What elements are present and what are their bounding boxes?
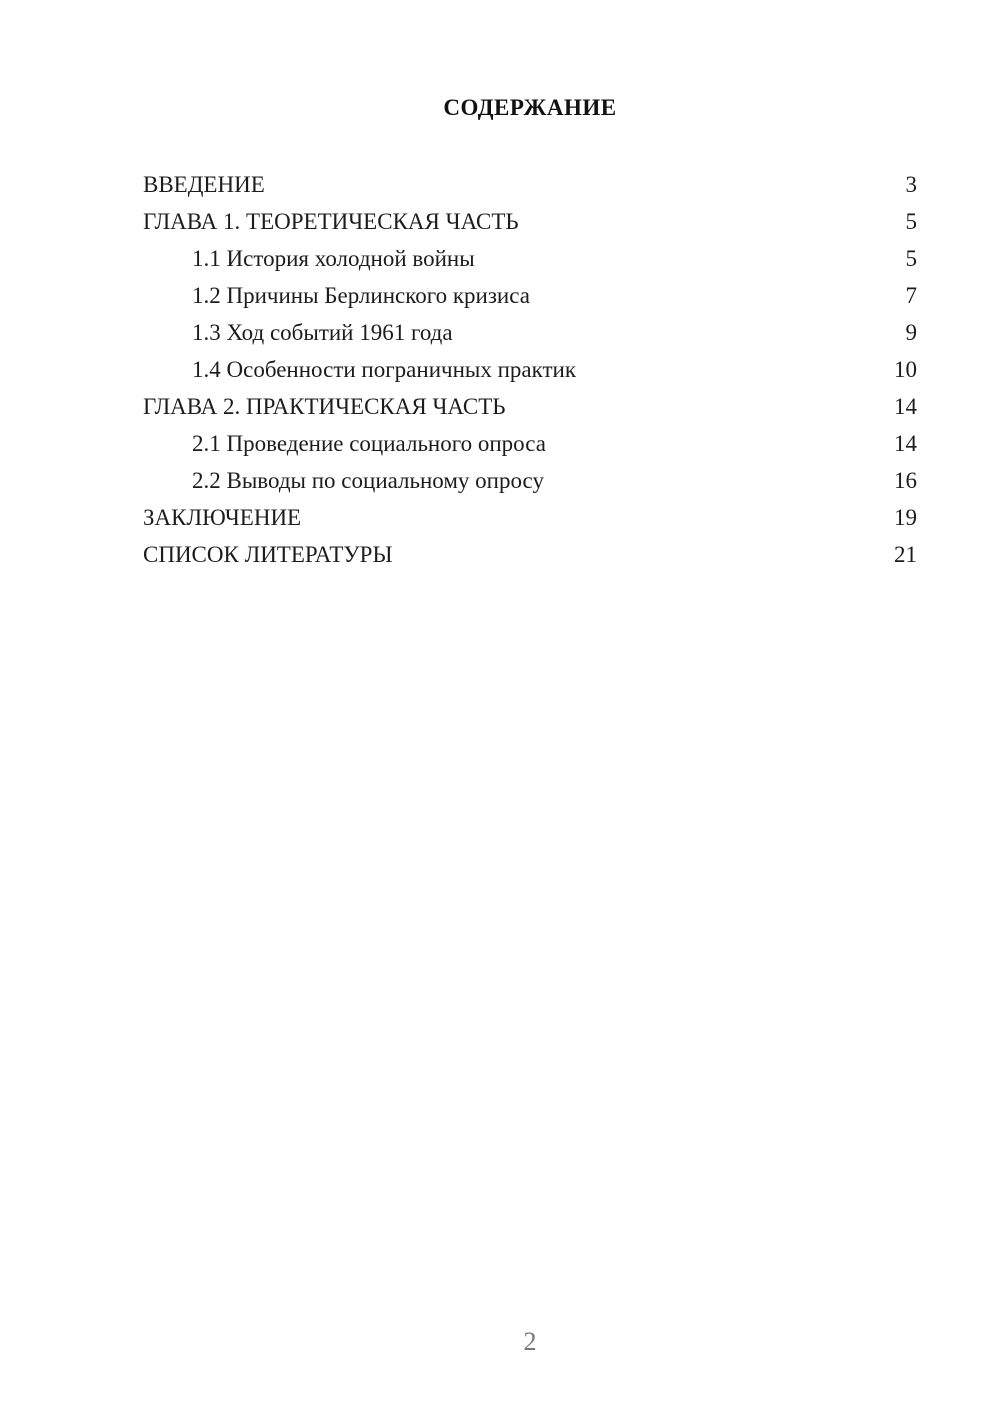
- toc-entry-page: 16: [894, 468, 917, 493]
- toc-row: [143, 240, 917, 277]
- toc-row: [143, 277, 917, 314]
- toc-entry-label: 1.3 Ход событий 1961 года: [192, 320, 453, 345]
- toc-entry-page: 10: [894, 357, 917, 382]
- table-of-contents: [143, 166, 917, 573]
- toc-entry-page: 19: [894, 505, 917, 530]
- toc-entry-label: 2.1 Проведение социального опроса: [192, 431, 546, 456]
- toc-entry-label: 1.2 Причины Берлинского кризиса: [192, 283, 530, 308]
- toc-row: [143, 203, 917, 240]
- toc-row: [143, 166, 917, 203]
- toc-entry-label: СПИСОК ЛИТЕРАТУРЫ: [143, 542, 393, 567]
- toc-entry-page: 5: [905, 246, 917, 271]
- toc-entry-page: 3: [905, 172, 917, 197]
- toc-row: [143, 314, 917, 351]
- toc-row: [143, 388, 917, 425]
- footer-page-number: 2: [523, 1327, 537, 1356]
- toc-entry-label: ГЛАВА 1. ТЕОРЕТИЧЕСКАЯ ЧАСТЬ: [143, 209, 519, 234]
- toc-entry-label: ВВЕДЕНИЕ: [143, 172, 265, 197]
- toc-entry-label: ЗАКЛЮЧЕНИЕ: [143, 505, 302, 530]
- toc-row: [143, 462, 917, 499]
- page-title: СОДЕРЖАНИЕ: [443, 95, 617, 120]
- toc-row: [143, 499, 917, 536]
- toc-entry-page: 5: [905, 209, 917, 234]
- toc-entry-page: 21: [894, 542, 917, 567]
- toc-row: [143, 536, 917, 573]
- toc-entry-label: ГЛАВА 2. ПРАКТИЧЕСКАЯ ЧАСТЬ: [143, 394, 506, 419]
- toc-entry-page: 7: [905, 283, 917, 308]
- toc-entry-page: 14: [894, 431, 917, 456]
- toc-entry-label: 2.2 Выводы по социальному опросу: [192, 468, 544, 493]
- toc-entry-page: 9: [905, 320, 917, 345]
- toc-entry-page: 14: [894, 394, 917, 419]
- toc-entry-label: 1.1 История холодной войны: [192, 246, 475, 271]
- toc-entry-label: 1.4 Особенности пограничных практик: [192, 357, 577, 382]
- toc-row: [143, 351, 917, 388]
- toc-row: [143, 425, 917, 462]
